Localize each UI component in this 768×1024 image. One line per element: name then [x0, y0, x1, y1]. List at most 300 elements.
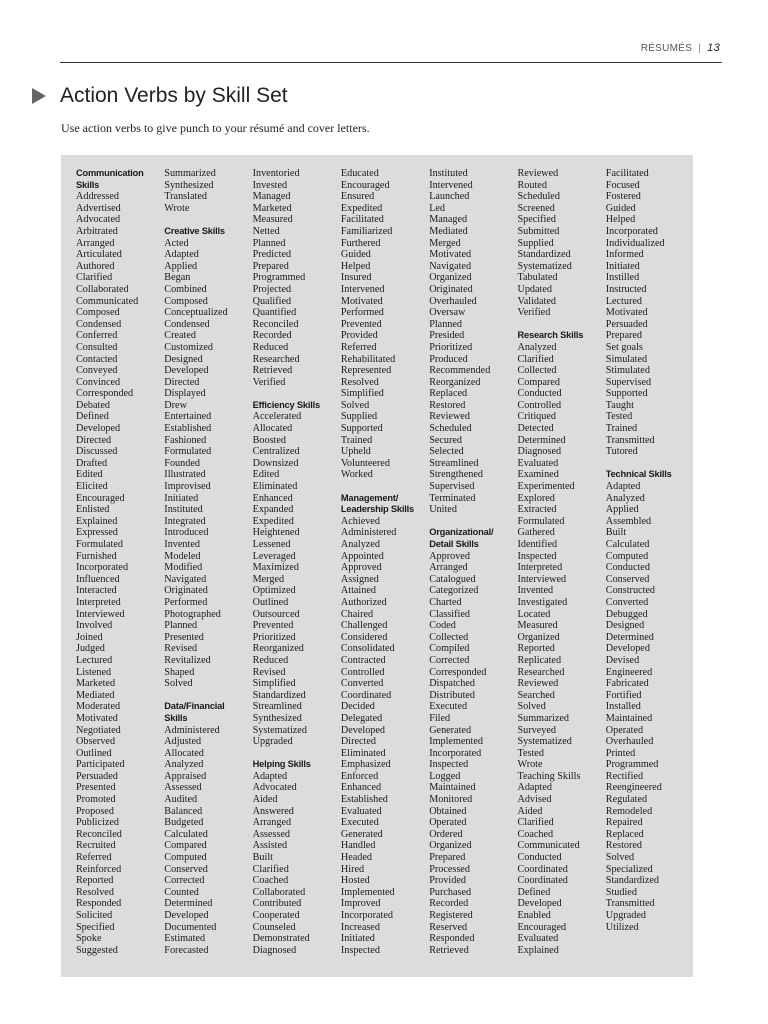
verb-column-5: [429, 168, 517, 977]
action-verb: Eliminated: [340, 747, 386, 759]
action-verb: Assigned: [340, 573, 379, 585]
action-verb: Incorporated: [429, 747, 482, 759]
action-verb: Utilized: [605, 921, 639, 933]
action-verb: Trained: [605, 423, 638, 435]
action-verb: Fostered: [605, 191, 641, 203]
action-verb: Represented: [340, 365, 392, 377]
action-verb: Worked: [340, 469, 373, 481]
action-verb: Qualified: [252, 295, 292, 307]
action-verb: Joined: [76, 631, 103, 643]
action-verb: Conducted: [517, 852, 562, 864]
action-verb: Mediated: [76, 689, 115, 701]
action-verb: Acted: [164, 237, 189, 249]
action-verb: Critiqued: [517, 411, 556, 423]
running-header-section: RÉSUMÉS: [640, 43, 693, 54]
action-verb: Collected: [517, 365, 557, 377]
action-verb: Calculated: [605, 539, 650, 550]
action-verb: Replicated: [517, 654, 562, 666]
action-verb: Searched: [517, 689, 555, 701]
action-verb: Addressed: [76, 191, 120, 203]
action-verb: Verified: [517, 307, 551, 319]
action-verb: Involved: [76, 620, 113, 632]
action-verb: Remodeled: [605, 805, 653, 817]
action-verb: Allocated: [252, 423, 293, 435]
action-verb: Presented: [76, 782, 116, 794]
action-verb: Arranged: [76, 237, 115, 249]
action-verb: Consulted: [76, 341, 118, 353]
action-verb: Elicited: [76, 481, 108, 493]
action-verb: Explained: [517, 944, 559, 956]
action-verb: Filed: [429, 712, 451, 724]
action-verbs-panel: [61, 155, 693, 977]
action-verb: Spoke: [76, 933, 102, 945]
action-verb: Performed: [164, 596, 208, 608]
action-verb: Transmitted: [605, 898, 655, 910]
action-verb: Implemented: [340, 886, 395, 898]
action-verb: Adapted: [517, 782, 552, 794]
action-verb: Prioritized: [252, 631, 296, 643]
action-verb: Routed: [517, 179, 547, 191]
group-spacer: [164, 214, 252, 226]
action-verb: Appraised: [164, 770, 207, 782]
action-verb: Originated: [164, 585, 208, 597]
action-verb: Established: [164, 423, 212, 435]
action-verb: Determined: [164, 898, 213, 910]
action-verb: Ordered: [429, 828, 463, 840]
action-verb: Reorganized: [429, 376, 481, 388]
action-verb: Reengineered: [605, 782, 662, 794]
action-verb: Outlined: [252, 596, 289, 608]
action-verb: Improved: [340, 898, 381, 910]
action-verb: Developed: [164, 365, 209, 377]
skill-category-heading: Management/: [340, 492, 399, 503]
action-verb: Introduced: [164, 527, 209, 539]
action-verb: Collaborated: [252, 886, 306, 898]
action-verb: Trained: [340, 434, 373, 446]
action-verb: Predicted: [252, 249, 292, 261]
action-verb: Corresponded: [429, 666, 487, 678]
action-verb: Experimented: [517, 481, 575, 493]
action-verb: Educated: [340, 168, 379, 179]
action-verb: Merged: [429, 237, 461, 249]
action-verb: Listened: [76, 666, 112, 678]
skill-category-heading: Leadership Skills: [340, 504, 414, 515]
action-verb: Consolidated: [340, 643, 395, 655]
action-verb: Registered: [429, 910, 473, 921]
action-verb: Established: [340, 794, 388, 806]
action-verb: Intervened: [429, 179, 473, 191]
action-verb: Planned: [429, 318, 463, 330]
action-verb: Navigated: [429, 260, 472, 272]
action-verb: Processed: [429, 863, 470, 875]
action-verb: Developed: [605, 643, 650, 655]
action-verb: Aided: [252, 794, 278, 806]
action-verb: Clarified: [76, 272, 113, 284]
action-verb: Clarified: [517, 817, 554, 829]
action-verb: Formulated: [164, 446, 212, 458]
group-spacer: [606, 458, 694, 470]
action-verb: Extracted: [517, 504, 557, 516]
action-verb: Enhanced: [340, 782, 382, 794]
action-verb: Judged: [76, 643, 105, 655]
action-verb: Reinforced: [76, 863, 122, 875]
action-verb: Inventoried: [252, 168, 300, 179]
action-verb: Installed: [605, 701, 641, 713]
action-verb: Eliminated: [252, 481, 298, 493]
action-verb: Conceptualized: [164, 307, 228, 319]
action-verb: Engineered: [605, 666, 653, 678]
action-verb: Restored: [605, 840, 642, 852]
action-verb: Screened: [517, 202, 555, 214]
action-verb: Retrieved: [429, 944, 469, 956]
action-verb: Distributed: [429, 689, 476, 701]
action-verb: Founded: [164, 457, 200, 469]
action-verb: Expressed: [76, 527, 118, 539]
action-verb: Designed: [164, 353, 203, 365]
verb-column-1: [76, 168, 164, 977]
action-verb: Overhauled: [429, 295, 477, 307]
action-verb: Counted: [164, 886, 199, 898]
action-verb: Began: [164, 272, 191, 284]
action-verb: Revised: [164, 643, 198, 655]
action-verb: Catalogued: [429, 573, 476, 585]
action-verb: Performed: [340, 307, 384, 319]
action-verb: Coached: [252, 875, 289, 887]
action-verb: Cooperated: [252, 910, 300, 921]
triangle-bullet-icon: [32, 88, 46, 104]
action-verb: Programmed: [252, 272, 306, 284]
action-verb: Developed: [517, 898, 562, 910]
action-verb: Compared: [164, 840, 207, 852]
action-verb: Revitalized: [164, 654, 211, 666]
action-verb: Persuaded: [76, 770, 118, 782]
action-verb: Balanced: [164, 805, 203, 817]
action-verb: Verified: [252, 376, 286, 388]
action-verb: Invested: [252, 179, 288, 191]
action-verb: Modeled: [164, 550, 201, 562]
action-verb: Specified: [517, 214, 556, 226]
action-verb: Simulated: [605, 353, 648, 365]
action-verb: Guided: [340, 249, 371, 261]
skill-category-heading: Creative Skills: [164, 225, 225, 236]
action-verb: Photographed: [164, 608, 221, 620]
action-verb: Systematized: [517, 736, 572, 748]
action-verb: Solved: [164, 678, 193, 690]
action-verb: Explained: [76, 515, 118, 527]
action-verb: Motivated: [340, 295, 383, 307]
action-verb: Aided: [517, 805, 543, 817]
action-verb: Launched: [429, 191, 470, 203]
action-verb: Optimized: [252, 585, 296, 597]
action-verb: Determined: [517, 434, 566, 446]
action-verb: Systematized: [517, 260, 572, 272]
action-verb: Lessened: [252, 539, 291, 550]
action-verb: Adjusted: [164, 736, 202, 748]
group-spacer: [253, 388, 341, 400]
action-verb: Contacted: [76, 353, 118, 365]
action-verb: Reported: [517, 643, 555, 655]
action-verb: Formulated: [517, 515, 565, 527]
action-verb: Marketed: [252, 202, 292, 214]
action-verb: Composed: [76, 307, 120, 319]
action-verb: Assembled: [605, 515, 652, 527]
skill-category-heading: Technical Skills: [605, 469, 672, 480]
action-verb: Executed: [429, 701, 468, 713]
action-verb: Managed: [429, 214, 468, 226]
action-verb: Synthesized: [164, 179, 214, 191]
action-verb: Wrote: [517, 759, 543, 771]
action-verb: Rehabilitated: [340, 353, 396, 365]
action-verb: Advised: [517, 794, 552, 806]
action-verb: Recommended: [429, 365, 491, 377]
action-verb: Reviewed: [429, 411, 470, 423]
action-verb: Initiated: [340, 933, 375, 945]
action-verb: Developed: [340, 724, 386, 736]
action-verb: Downsized: [252, 457, 299, 469]
action-verb: Interviewed: [517, 573, 567, 585]
action-verb: Inspected: [517, 550, 557, 562]
action-verb: Hosted: [340, 875, 370, 887]
action-verb: Condensed: [164, 318, 210, 330]
action-verb: Purchased: [429, 886, 472, 898]
action-verb: Advocated: [252, 782, 297, 794]
action-verb: Guided: [605, 202, 636, 214]
action-verb: Generated: [429, 724, 472, 736]
action-verb: Translated: [164, 191, 207, 203]
action-verb: Approved: [340, 562, 382, 574]
action-verb: Responded: [76, 898, 122, 910]
action-verb: Debugged: [605, 608, 648, 620]
action-verb: Transmitted: [605, 434, 655, 446]
action-verb: Coached: [517, 828, 554, 840]
action-verb: Directed: [340, 736, 376, 748]
action-verb: Presented: [164, 631, 204, 643]
action-verb: Inspected: [429, 759, 469, 771]
skill-category-heading: Data/Financial: [164, 701, 225, 712]
action-verb: Adapted: [252, 770, 288, 782]
action-verb: Arranged: [252, 817, 292, 829]
action-verb: Wrote: [164, 202, 190, 214]
action-verb: Corrected: [164, 875, 205, 887]
action-verb: Analyzed: [340, 539, 380, 550]
action-verb: Encouraged: [76, 492, 125, 504]
action-verb: Replaced: [605, 828, 644, 840]
action-verb: Organized: [429, 272, 472, 284]
group-spacer: [164, 690, 252, 702]
action-verb: Applied: [605, 504, 639, 516]
action-verb: Furthered: [340, 237, 381, 249]
action-verb: Provided: [340, 330, 378, 342]
action-verb: Considered: [340, 631, 388, 643]
action-verb: Executed: [340, 817, 379, 829]
action-verb: Conducted: [605, 562, 650, 574]
action-verb: Scheduled: [517, 191, 560, 203]
action-verb: Validated: [517, 295, 556, 307]
action-verb: Communicated: [76, 295, 139, 307]
action-verb: Implemented: [429, 736, 483, 748]
group-spacer: [253, 748, 341, 760]
action-verb: Summarized: [164, 168, 216, 179]
action-verb: Collected: [429, 631, 469, 643]
action-verb: Secured: [429, 434, 462, 446]
action-verb: Administered: [340, 527, 397, 539]
section-title: Action Verbs by Skill Set: [60, 84, 288, 107]
action-verb: Investigated: [517, 596, 568, 608]
action-verb: Responded: [429, 933, 475, 945]
action-verb: Outlined: [76, 747, 112, 759]
action-verb: Tested: [517, 747, 544, 759]
action-verb: Reduced: [252, 341, 289, 353]
action-verb: Authorized: [340, 596, 387, 608]
action-verb: Enlisted: [76, 504, 110, 516]
action-verb: Recorded: [252, 330, 292, 342]
action-verb: Marketed: [76, 678, 116, 690]
action-verb: Navigated: [164, 573, 207, 585]
action-verb: Replaced: [429, 388, 468, 400]
action-verb: Convinced: [76, 376, 121, 388]
running-header: [641, 42, 720, 54]
action-verb: Merged: [252, 573, 285, 585]
action-verb: Upgraded: [605, 910, 646, 921]
action-verb: Reviewed: [517, 678, 559, 690]
action-verb: Handled: [340, 840, 376, 852]
action-verb: Publicized: [76, 817, 120, 829]
action-verb: Streamlined: [252, 701, 302, 713]
action-verb: Fortified: [605, 689, 642, 701]
action-verb: Supervised: [605, 376, 652, 388]
action-verb: Administered: [164, 724, 220, 736]
action-verb: Arbitrated: [76, 225, 118, 237]
action-verb: Analyzed: [605, 492, 645, 504]
action-verb: Revised: [252, 666, 286, 678]
action-verb: Solicited: [76, 910, 113, 921]
action-verb: Increased: [340, 921, 380, 933]
action-verb: Challenged: [340, 620, 388, 632]
action-verb: Volunteered: [340, 457, 390, 469]
action-verb: Combined: [164, 283, 207, 295]
action-verb: Advocated: [76, 214, 121, 226]
action-verb: Projected: [252, 283, 292, 295]
action-verb: Overhauled: [605, 736, 654, 748]
action-verb: Influenced: [76, 573, 120, 585]
action-verb: Repaired: [605, 817, 643, 829]
action-verb: Surveyed: [517, 724, 556, 736]
action-verb: Classified: [429, 608, 470, 620]
action-verb: Leveraged: [252, 550, 296, 562]
action-verb: Categorized: [429, 585, 479, 597]
action-verb: Emphasized: [340, 759, 391, 771]
action-verb: Referred: [340, 341, 377, 353]
action-verb: Taught: [605, 399, 634, 411]
action-verb: Computed: [605, 550, 649, 562]
action-verb: Persuaded: [605, 318, 648, 330]
action-verb: Obtained: [429, 805, 467, 817]
action-verb: Prevented: [340, 318, 382, 330]
action-verb: Accelerated: [252, 411, 302, 423]
action-verb: Supplied: [340, 411, 378, 423]
action-verb: Standardized: [605, 875, 659, 887]
action-verb: Referred: [76, 852, 112, 864]
action-verb: Created: [164, 330, 196, 342]
action-verb: Achieved: [340, 515, 380, 527]
action-verb: Clarified: [517, 353, 554, 365]
action-verb: Analyzed: [164, 759, 204, 771]
action-verb: Rectified: [605, 770, 644, 782]
skill-category-heading: Skills: [164, 712, 188, 723]
action-verb: Teaching Skills: [517, 770, 581, 782]
action-verb: Observed: [76, 736, 116, 748]
action-verb: Submitted: [517, 225, 560, 237]
skill-category-heading: Efficiency Skills: [252, 399, 320, 410]
action-verb: Solved: [517, 701, 546, 713]
action-verb: Supervised: [429, 481, 475, 493]
action-verb: Interpreted: [76, 596, 121, 608]
action-verb: Drew: [164, 399, 187, 411]
action-verb: Insured: [340, 272, 372, 284]
action-verb: Facilitated: [340, 214, 384, 226]
action-verb: Reorganized: [252, 643, 304, 655]
action-verb: Identified: [517, 539, 558, 550]
action-verb: Lectured: [76, 654, 113, 666]
action-verb: Simplified: [252, 678, 296, 690]
action-verb: Audited: [164, 794, 198, 806]
action-verb: Illustrated: [164, 469, 206, 481]
action-verb: Condensed: [76, 318, 122, 330]
action-verb: Decided: [340, 701, 375, 713]
skill-category-heading: Helping Skills: [252, 759, 311, 770]
action-verb: Built: [605, 527, 627, 539]
action-verb: Approved: [429, 550, 470, 562]
action-verb: Authored: [76, 260, 115, 272]
action-verb: Corrected: [429, 654, 470, 666]
action-verb: Solved: [605, 852, 635, 864]
action-verb: Standardized: [517, 249, 571, 261]
action-verb: Prepared: [605, 330, 642, 342]
action-verb: Assessed: [164, 782, 202, 794]
action-verb: Clarified: [252, 863, 289, 875]
action-verb: Conferred: [76, 330, 118, 342]
verb-column-2: [164, 168, 252, 977]
action-verb: Upheld: [340, 446, 371, 458]
action-verb: Estimated: [164, 933, 206, 945]
action-verb: Compiled: [429, 643, 470, 655]
action-verb: Suggested: [76, 944, 118, 956]
action-verb: Reconciled: [76, 828, 122, 840]
action-verb: Advertised: [76, 202, 121, 214]
skill-category-heading: Organizational/: [429, 527, 494, 538]
action-verb: Maximized: [252, 562, 299, 574]
action-verb: United: [429, 504, 457, 516]
action-verb: Promoted: [76, 794, 116, 806]
action-verb: Incorporated: [605, 225, 658, 237]
action-verb: Retrieved: [252, 365, 293, 377]
action-verb: Coordinated: [340, 689, 392, 701]
action-verb: Maintained: [605, 712, 653, 724]
action-verb: Improvised: [164, 481, 211, 493]
action-verb: Tested: [605, 411, 633, 423]
intro-text: Use action verbs to give punch to your résumé and cover letters.: [61, 121, 370, 135]
action-verb: Helped: [340, 260, 371, 272]
action-verb: Produced: [429, 353, 468, 365]
action-verb: Streamlined: [429, 457, 479, 469]
action-verb: Furnished: [76, 550, 117, 562]
action-verb: Tutored: [605, 446, 638, 458]
action-verb: Interviewed: [76, 608, 125, 620]
action-verb: Documented: [164, 921, 217, 933]
action-verb: Monitored: [429, 794, 473, 806]
action-verb: Collaborated: [76, 283, 129, 295]
group-spacer: [517, 319, 605, 331]
